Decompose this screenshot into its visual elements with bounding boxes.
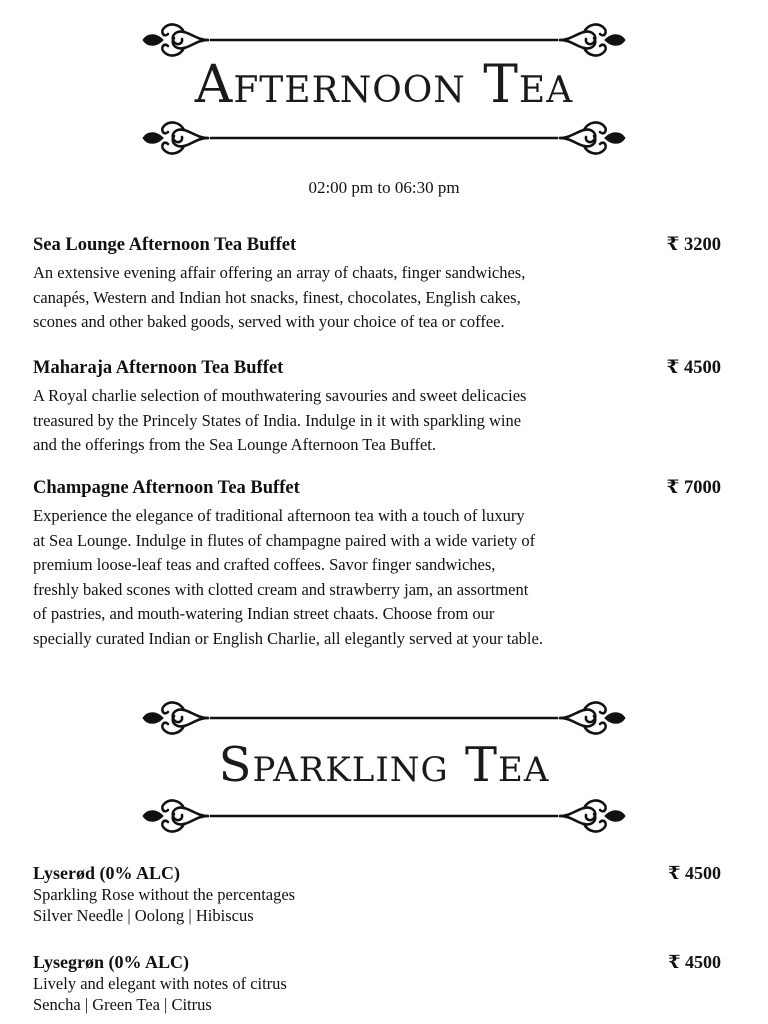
item-price: ₹ 7000 (666, 478, 721, 498)
item-description: Experience the elegance of traditional afternoon tea with a touch of luxury at Sea Lounge. Indulge in flutes of champagne paired with a wide variety of premium loose-leaf teas and crafted coffees. Savor finger sandwiches, freshly baked scones with clotted cream and strawberry jam, an assortment of pastries, and mouth-watering Indian street chaats. Choose from our specially curated Indian or English Charlie, all elegantly served at your table. (33, 506, 543, 648)
sparkling-tea-title: Sparkling Tea (218, 737, 550, 793)
menu-item (33, 477, 733, 652)
item-name: Champagne Afternoon Tea Buffet (33, 478, 300, 498)
item-description: Sparkling Rose without the percentages (33, 885, 296, 904)
menu-item (33, 862, 733, 926)
item-description: A Royal charlie selection of mouthwatering savouries and sweet delicacies treasured by the Princely States of India. Indulge in it with sparkling wine and the offerings from the Sea Lounge Afternoon Tea Buffet. (33, 386, 527, 455)
tea-hours: 02:00 pm to 06:30 pm (308, 178, 460, 197)
item-price: ₹ 4500 (667, 952, 721, 972)
item-price: ₹ 3200 (666, 235, 721, 255)
item-name: Sea Lounge Afternoon Tea Buffet (33, 235, 297, 255)
item-notes: Silver Needle | Oolong | Hibiscus (33, 906, 254, 925)
menu-item (33, 951, 733, 1015)
item-description: An extensive evening affair offering an array of chaats, finger sandwiches, canapés, Western and Indian hot snacks, finest, chocolates, English cakes, scones and other baked goods, served with your choice of tea or coffee. (33, 263, 526, 332)
ornament-top-icon (140, 20, 628, 60)
item-name: Lysegrøn (0% ALC) (33, 952, 190, 972)
item-name: Lyserød (0% ALC) (33, 863, 181, 883)
menu-item (33, 234, 733, 335)
item-price: ₹ 4500 (667, 863, 721, 883)
ornament-bottom-icon (140, 118, 628, 158)
ornament-bottom-icon (140, 796, 628, 836)
afternoon-tea-title: Afternoon Tea (194, 55, 574, 115)
item-notes: Sencha | Green Tea | Citrus (33, 995, 212, 1014)
ornament-top-icon (140, 698, 628, 738)
item-price: ₹ 4500 (666, 358, 721, 378)
item-name: Maharaja Afternoon Tea Buffet (33, 358, 284, 378)
item-description: Lively and elegant with notes of citrus (33, 974, 287, 993)
menu-item (33, 357, 733, 458)
